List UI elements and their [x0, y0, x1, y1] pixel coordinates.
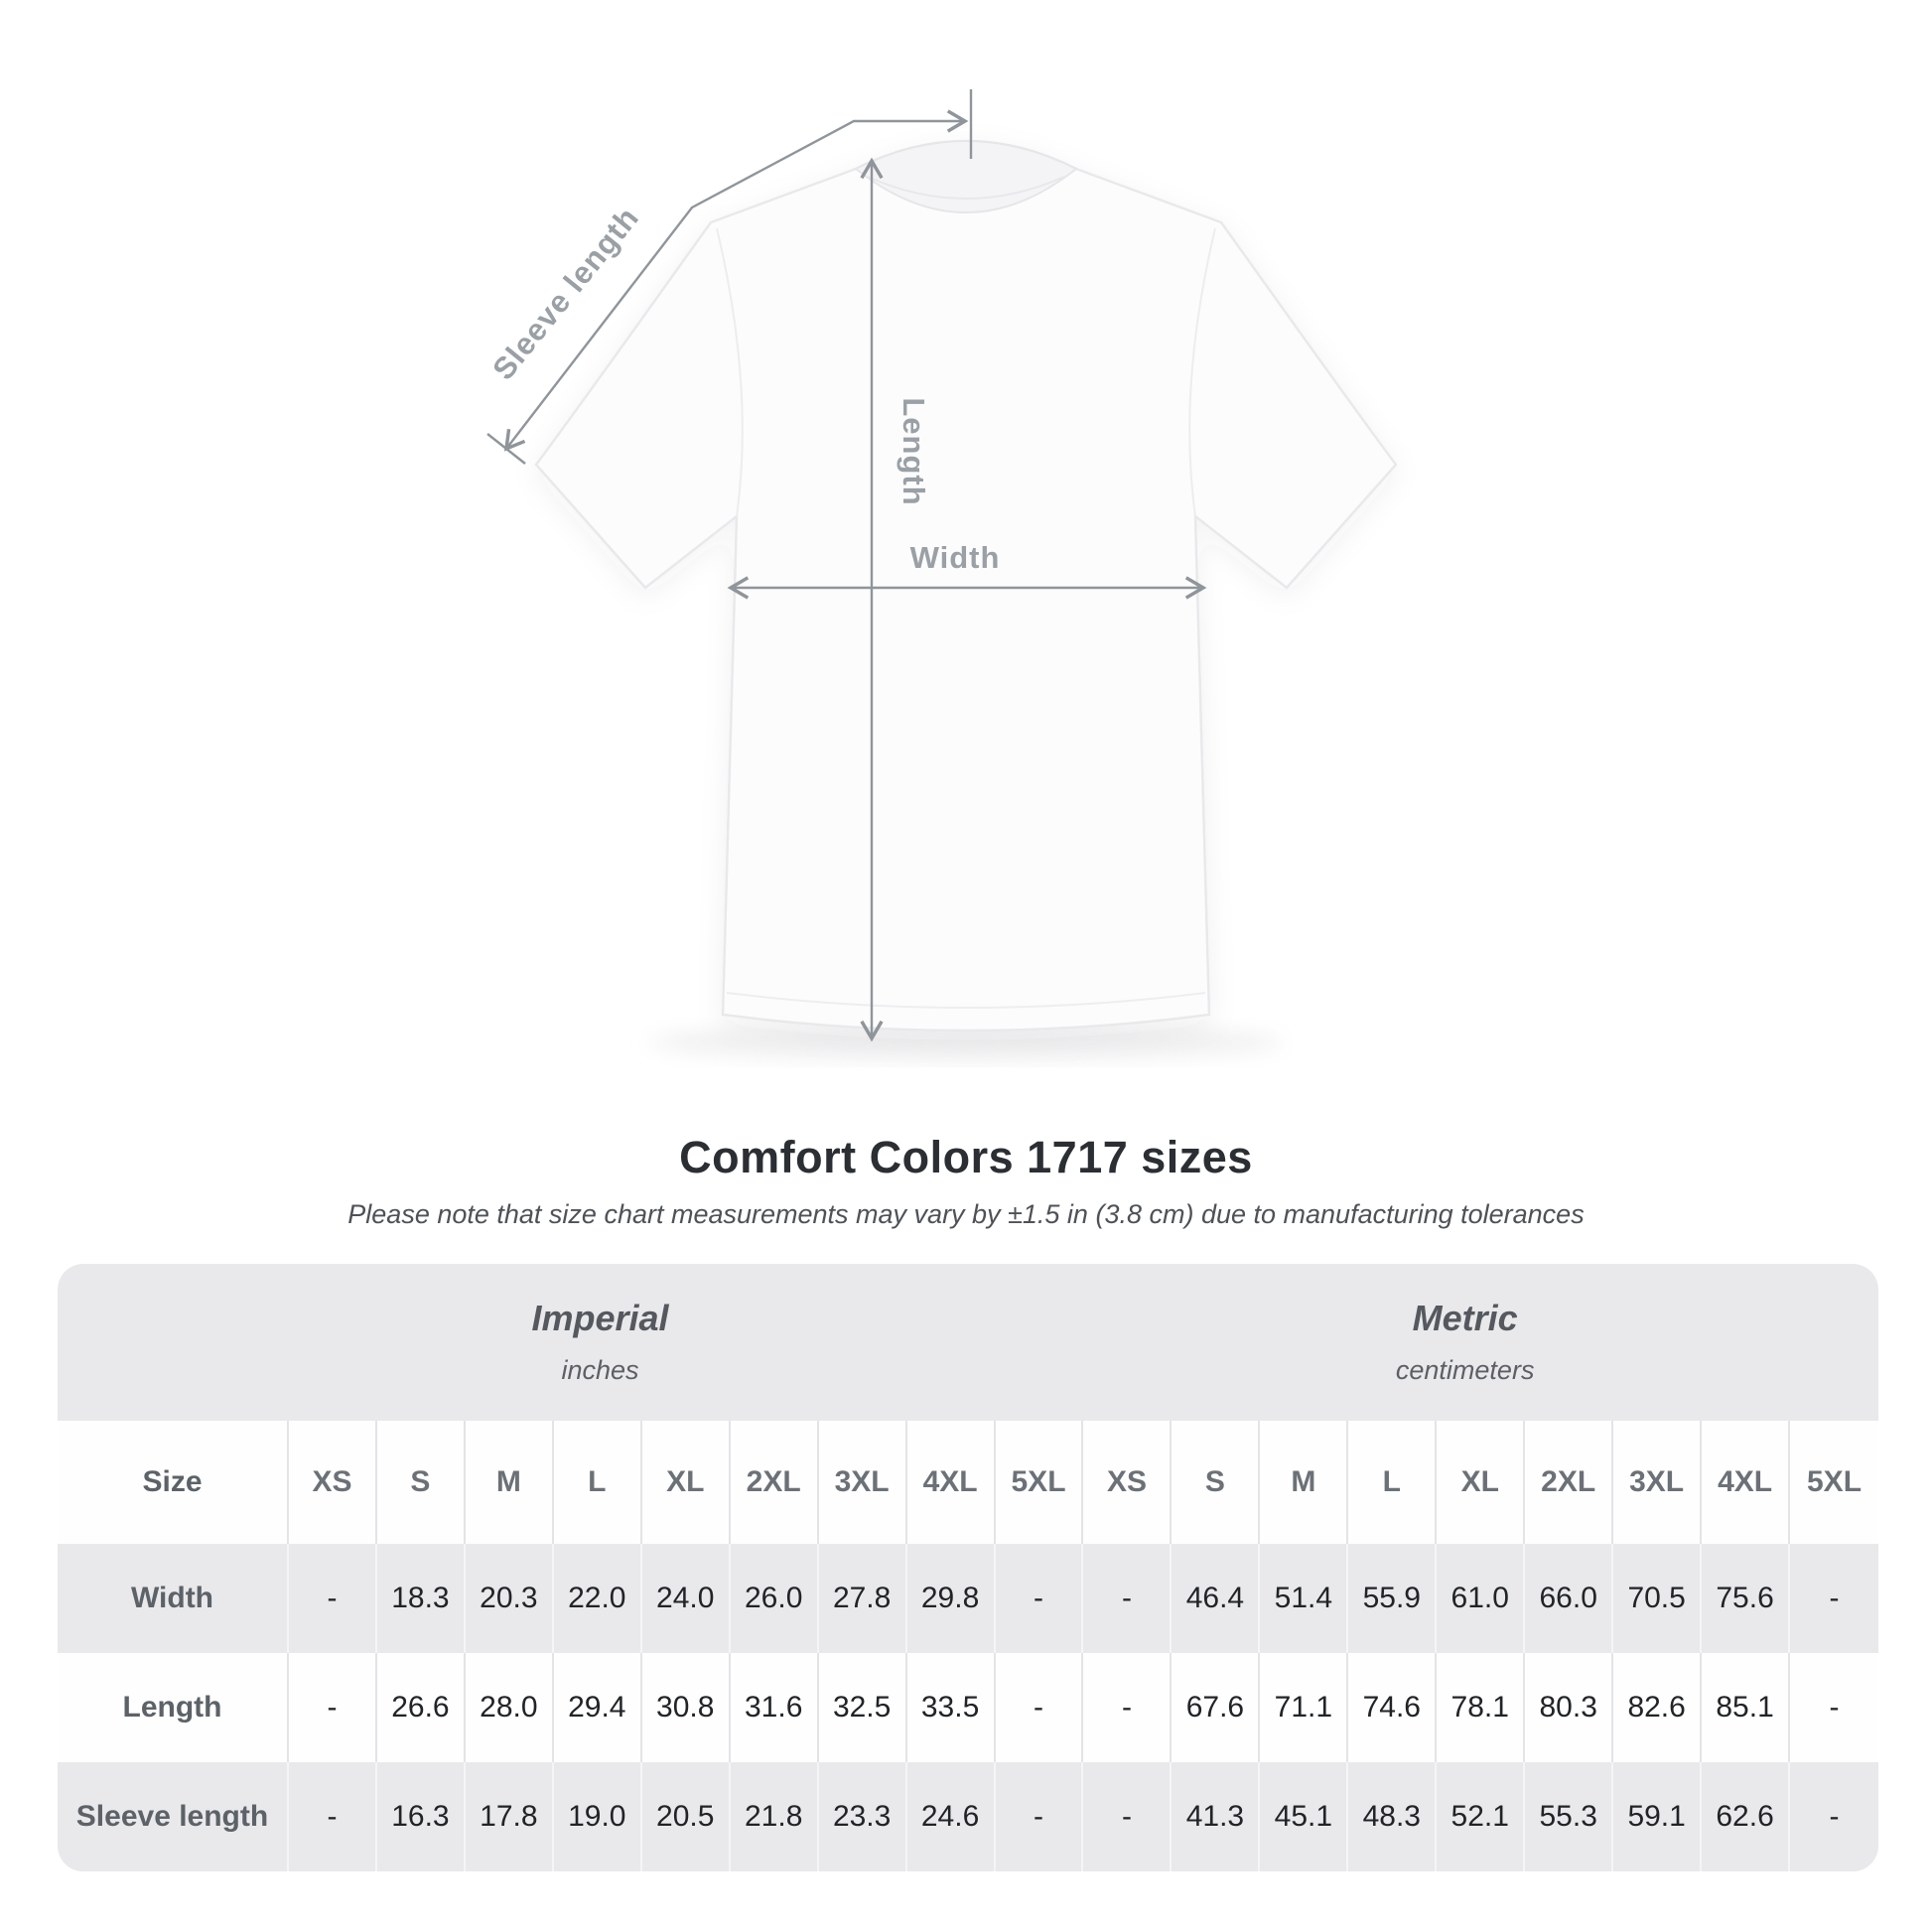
size-header-cell: L	[1348, 1421, 1437, 1544]
size-header-cell: 5XL	[1807, 1465, 1863, 1498]
value-cell: -	[289, 1544, 377, 1653]
value-cell: 22.0	[554, 1544, 642, 1653]
value-cell: 27.8	[819, 1544, 907, 1653]
table-row-width	[58, 1544, 1878, 1653]
size-col-header: Size	[58, 1421, 289, 1544]
size-header-cell: L	[554, 1421, 642, 1544]
value-cell: 55.9	[1348, 1544, 1437, 1653]
value-cell: 41.3	[1172, 1762, 1260, 1871]
value-cell: 55.3	[1525, 1762, 1613, 1871]
value-cell: 61.0	[1437, 1544, 1525, 1653]
size-header-cell: 4XL	[907, 1421, 996, 1544]
value-cell: 45.1	[1260, 1762, 1348, 1871]
size-header-cell: M	[466, 1421, 554, 1544]
value-cell: 51.4	[1260, 1544, 1348, 1653]
value-cell: 48.3	[1348, 1762, 1437, 1871]
size-header-cell: XL	[1437, 1421, 1525, 1544]
value-cell: 70.5	[1613, 1544, 1702, 1653]
value-cell: 52.1	[1437, 1762, 1525, 1871]
size-header-cell: 2XL	[1525, 1421, 1613, 1544]
value-cell: -	[1083, 1653, 1172, 1762]
value-cell: -	[1829, 1582, 1840, 1614]
value-cell: -	[996, 1653, 1084, 1762]
tshirt-shape	[536, 141, 1396, 1031]
size-header-cell: 5XL	[996, 1421, 1084, 1544]
value-cell: 29.4	[554, 1653, 642, 1762]
value-cell: 67.6	[1172, 1653, 1260, 1762]
value-cell: 19.0	[554, 1762, 642, 1871]
size-header-cell: S	[377, 1421, 466, 1544]
page-subtitle: Please note that size chart measurements may vary by ±1.5 in (3.8 cm) due to manufacturing tolerances	[347, 1199, 1585, 1229]
value-cell: -	[996, 1762, 1084, 1871]
value-cell: 26.6	[377, 1653, 466, 1762]
value-cell: 30.8	[642, 1653, 731, 1762]
row-label: Width	[58, 1544, 289, 1653]
length-label: Length	[897, 397, 931, 506]
size-header-cell: 2XL	[731, 1421, 819, 1544]
row-label: Length	[58, 1653, 289, 1762]
table-row-length	[58, 1653, 1878, 1762]
value-cell: 66.0	[1525, 1544, 1613, 1653]
size-header-cell: XL	[642, 1421, 731, 1544]
value-cell: -	[1083, 1544, 1172, 1653]
value-cell: 28.0	[466, 1653, 554, 1762]
size-header-cell: 4XL	[1702, 1421, 1790, 1544]
value-cell: 62.6	[1702, 1762, 1790, 1871]
size-chart-card	[58, 1264, 1878, 1871]
value-cell: -	[289, 1653, 377, 1762]
value-cell: 80.3	[1525, 1653, 1613, 1762]
value-cell: 23.3	[819, 1762, 907, 1871]
value-cell: 71.1	[1260, 1653, 1348, 1762]
value-cell: -	[1083, 1762, 1172, 1871]
value-cell: 24.6	[907, 1762, 996, 1871]
value-cell: 75.6	[1702, 1544, 1790, 1653]
value-cell: 18.3	[377, 1544, 466, 1653]
value-cell: 74.6	[1348, 1653, 1437, 1762]
value-cell: 32.5	[819, 1653, 907, 1762]
unit-header-imperial	[303, 1264, 898, 1386]
value-cell: 29.8	[907, 1544, 996, 1653]
value-cell: -	[996, 1544, 1084, 1653]
value-cell: -	[1829, 1800, 1840, 1833]
value-cell: 16.3	[377, 1762, 466, 1871]
value-cell: 46.4	[1172, 1544, 1260, 1653]
size-header-cell: 3XL	[819, 1421, 907, 1544]
unit-subtitle: inches	[561, 1355, 639, 1385]
unit-name: Metric	[1412, 1298, 1518, 1338]
table-row-sleeve-length	[58, 1762, 1878, 1871]
unit-subtitle: centimeters	[1395, 1355, 1535, 1385]
value-cell: 33.5	[907, 1653, 996, 1762]
size-header-cell: XS	[289, 1421, 377, 1544]
sleeve-length-label: Sleeve length	[485, 200, 646, 387]
size-header-cell: M	[1260, 1421, 1348, 1544]
page-title: Comfort Colors 1717 sizes	[679, 1132, 1253, 1182]
value-cell: -	[1829, 1691, 1840, 1724]
value-cell: 24.0	[642, 1544, 731, 1653]
unit-header-metric	[1168, 1264, 1763, 1386]
value-cell: 85.1	[1702, 1653, 1790, 1762]
value-cell: 78.1	[1437, 1653, 1525, 1762]
width-label: Width	[909, 540, 1001, 575]
table-header-row	[58, 1421, 1878, 1544]
size-header-cell: 3XL	[1613, 1421, 1702, 1544]
size-header-cell: S	[1172, 1421, 1260, 1544]
size-header-cell: XS	[1083, 1421, 1172, 1544]
value-cell: 17.8	[466, 1762, 554, 1871]
row-label: Sleeve length	[58, 1762, 289, 1871]
value-cell: 26.0	[731, 1544, 819, 1653]
value-cell: 20.5	[642, 1762, 731, 1871]
value-cell: 31.6	[731, 1653, 819, 1762]
value-cell: 59.1	[1613, 1762, 1702, 1871]
unit-name: Imperial	[531, 1298, 669, 1338]
value-cell: 20.3	[466, 1544, 554, 1653]
value-cell: 21.8	[731, 1762, 819, 1871]
value-cell: -	[289, 1762, 377, 1871]
value-cell: 82.6	[1613, 1653, 1702, 1762]
unit-header-band	[58, 1264, 1878, 1421]
